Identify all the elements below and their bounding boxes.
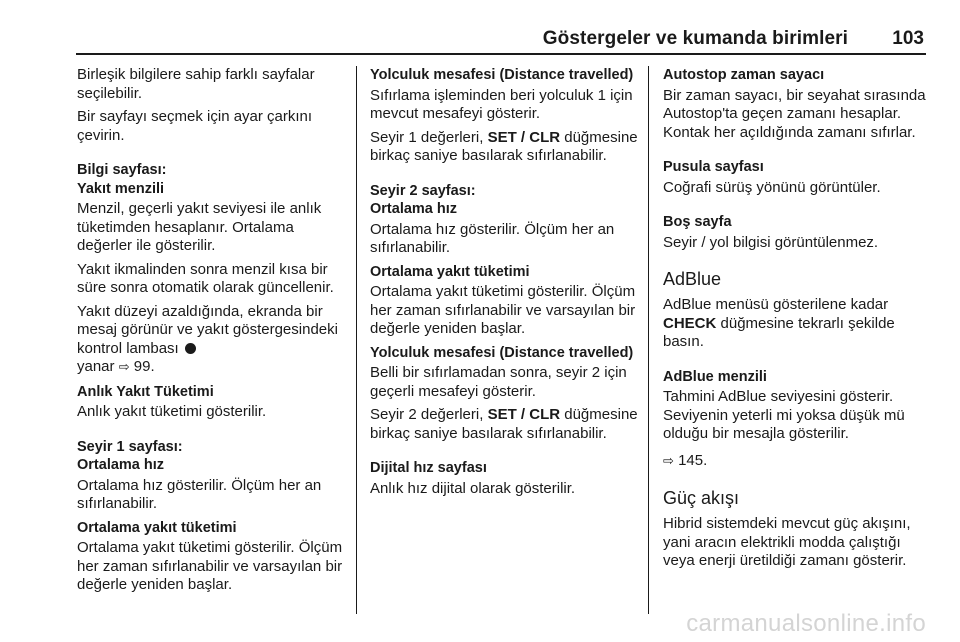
paragraph: Belli bir sıfırlamadan sonra, seyir 2 için geçerli mesafeyi gösterir. bbox=[370, 364, 627, 400]
paragraph-text: düğmesine tekrarlı şekilde basın. bbox=[663, 314, 895, 350]
paragraph-text: Seyir 2 değerleri, bbox=[370, 406, 484, 423]
check-key-label: CHECK bbox=[663, 314, 717, 332]
heading-average-fuel: Ortalama yakıt tüketimi bbox=[370, 263, 530, 280]
paragraph bbox=[77, 303, 344, 378]
section-title: Göstergeler ve kumanda birimleri bbox=[542, 28, 848, 49]
heading-average-speed: Ortalama hız bbox=[370, 201, 458, 217]
paragraph: Hibrid sistemdeki mevcut güç akışını, yani aracın elektrikli modda çalıştığı veya enerji üretildiği zamanı gösterir. bbox=[663, 515, 911, 569]
heading-fuel-range: Yakıt menzili bbox=[77, 180, 165, 197]
paragraph bbox=[663, 452, 931, 472]
column-divider-1 bbox=[356, 66, 357, 614]
paragraph: Ortalama yakıt tüketimi gösterilir. Ölçüm her zaman sıfırlanabilir ve varsayılan bir değerle yeniden başlar. bbox=[77, 539, 343, 593]
heading-power-flow: Güç akışı bbox=[663, 488, 740, 508]
paragraph-text: Yakıt düzeyi azaldığında, ekranda bir mesaj görünür ve yakıt göstergesindeki kontrol lambası bbox=[77, 302, 338, 357]
heading-adblue: AdBlue bbox=[663, 269, 722, 289]
heading-average-fuel: Ortalama yakıt tüketimi bbox=[77, 519, 237, 536]
set-clr-key-label: SET / CLR bbox=[487, 128, 561, 146]
heading-distance-travelled: Yolculuk mesafesi (Distance travelled) bbox=[370, 67, 634, 83]
heading-instant-fuel: Anlık Yakıt Tüketimi bbox=[77, 383, 214, 400]
paragraph-text: AdBlue menüsü gösterilene kadar bbox=[663, 296, 889, 313]
paragraph-text: düğmesine birkaç saniye basılarak sıfırlanabilir. bbox=[370, 128, 638, 164]
paragraph-text: düğmesine birkaç saniye basılarak sıfırlanabilir. bbox=[370, 406, 638, 442]
heading-info-page: Bilgi sayfası: bbox=[77, 162, 167, 178]
paragraph-text: Seyir 1 değerleri, bbox=[370, 128, 484, 146]
column-divider-2 bbox=[648, 66, 649, 614]
heading-adblue-range: AdBlue menzili bbox=[663, 368, 767, 385]
paragraph bbox=[370, 129, 638, 166]
paragraph: Bir zaman sayacı, bir seyahat sırasında Autostop'ta geçen zamanı hesaplar. Kontak her açıldığında zamanı sıfırlar. bbox=[663, 86, 926, 141]
paragraph: Seyir / yol bilgisi görüntülenmez. bbox=[663, 233, 879, 251]
watermark-text: carmanualsonline.info bbox=[686, 610, 926, 637]
column-2 bbox=[370, 66, 638, 503]
page-number: 103 bbox=[892, 28, 924, 49]
heading-compass-page: Pusula sayfası bbox=[663, 159, 764, 175]
column-1 bbox=[77, 66, 344, 600]
page-reference-link[interactable]: 145. bbox=[678, 451, 708, 469]
header-divider bbox=[76, 53, 926, 55]
heading-autostop-timer: Autostop zaman sayacı bbox=[663, 67, 825, 83]
paragraph: Ortalama hız gösterilir. Ölçüm her an sıfırlanabilir. bbox=[77, 476, 322, 512]
heading-blank-page: Boş sayfa bbox=[663, 214, 732, 230]
paragraph bbox=[663, 296, 931, 352]
warning-lamp-dot-icon bbox=[185, 343, 196, 354]
paragraph: Menzil, geçerli yakıt seviyesi ile anlık tüketimden hesaplanır. Ortalama değerler ile gösterilir. bbox=[77, 200, 322, 254]
paragraph: Tahmini AdBlue seviyesini gösterir. Seviyenin yeterli mi yoksa düşük mü olduğu bir mesajla gösterilir. bbox=[663, 388, 905, 442]
page-reference-link[interactable]: 99. bbox=[133, 358, 155, 375]
paragraph: Birleşik bilgilere sahip farklı sayfalar seçilebilir. bbox=[77, 66, 315, 102]
heading-distance-travelled-2: Yolculuk mesafesi (Distance travelled) bbox=[370, 344, 634, 361]
page-header bbox=[0, 0, 960, 56]
heading-digital-speed: Dijital hız sayfası bbox=[370, 460, 487, 476]
set-clr-key-label: SET / CLR bbox=[487, 406, 561, 423]
heading-average-speed: Ortalama hız bbox=[77, 457, 165, 473]
paragraph: Yakıt ikmalinden sonra menzil kısa bir süre sonra otomatik olarak güncellenir. bbox=[77, 260, 334, 296]
paragraph-text: yanar bbox=[77, 358, 115, 375]
paragraph bbox=[370, 406, 638, 443]
heading-trip1-page: Seyir 1 sayfası: bbox=[77, 438, 183, 455]
heading-trip2-page: Seyir 2 sayfası: bbox=[370, 182, 476, 199]
paragraph: Anlık hız dijital olarak gösterilir. bbox=[370, 479, 576, 497]
reference-arrow-icon: ⇨ bbox=[118, 360, 130, 375]
paragraph: Anlık yakıt tüketimi gösterilir. bbox=[77, 403, 267, 420]
paragraph: Ortalama yakıt tüketimi gösterilir. Ölçüm her zaman sıfırlanabilir ve varsayılan bir değerle yeniden başlar. bbox=[370, 283, 636, 337]
reference-arrow-icon: ⇨ bbox=[663, 453, 674, 469]
paragraph: Coğrafi sürüş yönünü görüntüler. bbox=[663, 178, 881, 196]
paragraph: Ortalama hız gösterilir. Ölçüm her an sıfırlanabilir. bbox=[370, 220, 615, 256]
paragraph: Bir sayfayı seçmek için ayar çarkını çevirin. bbox=[77, 108, 313, 144]
paragraph: Sıfırlama işleminden beri yolculuk 1 için mevcut mesafeyi gösterir. bbox=[370, 86, 633, 122]
column-3 bbox=[663, 66, 931, 576]
